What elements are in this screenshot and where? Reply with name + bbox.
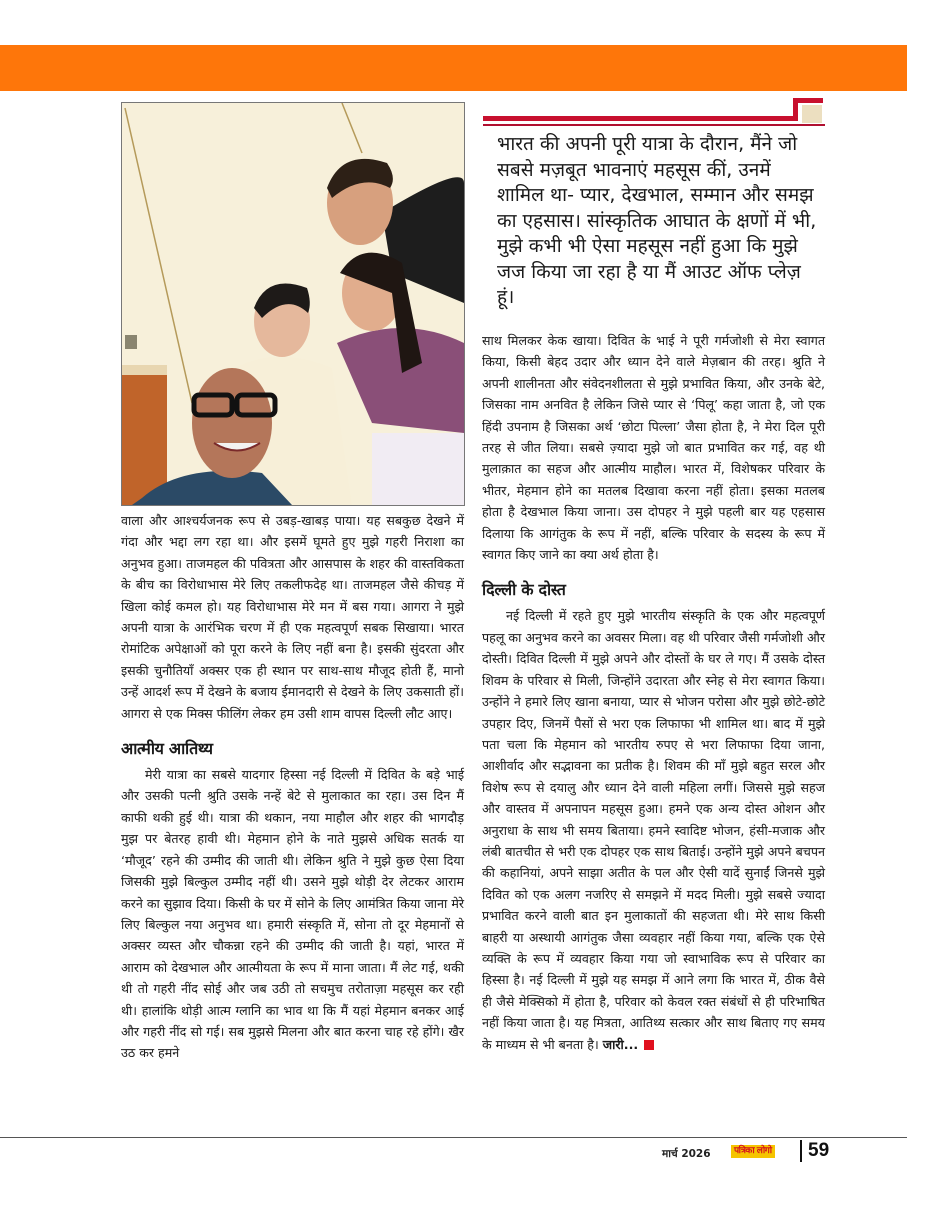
header-color-band — [0, 45, 907, 91]
body-text: नई दिल्ली में रहते हुए मुझे भारतीय संस्कृति के एक और महत्वपूर्ण पहलू का अनुभव करने का अवसर मिला। वह थी परिवार जैसी गर्मजोशी और दोस्ती। दिवित दिल्ली में मुझे अपने और दोस्तों के घर ले गए। मैं उसके दोस्त शिवम के परिवार से मिली, जिन्होंने उदारता और स्नेह से मेरा स्वागत किया। उन्होंने ने हमारे लिए खाना बनाया, प्यार से भोजन परोसा और मुझे छोटे-छोटे उपहार दिए, जिनमें पैसों से भरा एक लिफाफा भी शामिल था। बाद में मुझे पता चला कि मेहमान को भारतीय रुपए से भरा लिफाफा दिया जाना, आशीर्वाद और सद्भावना का प्रतीक है। शिवम की माँ मुझे बहुत सरल और विशेष रूप से दयालु और ध्यान देने वाली महिला लगीं। जिससे मुझे सहज और वास्तव में अपनापन महसूस हुआ। हमने एक अन्य दोस्त ओशन और अनुराधा के साथ भी समय बिताया। हमने स्वादिष्ट भोजन, हंसी-मजाक और लंबी बातचीत से भरी एक दोपहर एक साथ बिताई। उन्होंने मुझे अपने बचपन की कहानियां, अपने साझा अतीत के पल और ऐसी यादें सुनाईं जिनसे मुझे दिवित को एक अलग नजरिए से समझने में मदद मिली। मुझे सबसे ज्यादा प्रभावित करने वाली बात इन मुलाकातों की सहजता थी। मेरे साथ किसी बाहरी या अस्थायी आगंतुक जैसा व्यवहार नहीं किया गया, बल्कि एक ऐसे व्यक्ति के रूप में व्यवहार किया गया जो स्वाभाविक रूप से परिवार का हिस्सा है। नई दिल्ली में मुझे यह समझ में आने लगा कि भारत में, ठीक वैसे ही जैसे मेक्सिको में होता है, परिवार को केवल रक्त संबंधों से ही परिभाषित नहीं किया जाता है। यह मित्रता, आतिथ्य सत्कार और साथ बिताए गए समय के माध्यम से भी बनता है। — [482, 608, 825, 1052]
section-heading: आत्मीय आतिथ्य — [121, 739, 213, 759]
pull-quote: भारत की अपनी पूरी यात्रा के दौरान, मैंने जो सबसे मज़बूत भावनाएं महसूस कीं, उनमें शामिल था- प्यार, देखभाल, सम्मान और समझ का एहसास। सांस्कृतिक आघात के क्षणों में भी, मुझे कभी भी ऐसा महसूस नहीं हुआ कि मुझे जज किया जा रहा है या मैं आउट ऑफ प्लेज़ हूं। — [497, 133, 817, 308]
group-selfie-image — [122, 103, 464, 505]
pull-quote-red-bar — [483, 116, 798, 121]
page-number: 59 — [808, 1140, 830, 1161]
pull-quote-hook-top — [793, 98, 823, 103]
body-paragraph: साथ मिलकर केक खाया। दिवित के भाई ने पूरी गर्मजोशी से मेरा स्वागत किया, किसी बेहद उदार और ध्यान देने वाले मेज़बान की तरह। श्रुति ने अपनी शालीनता और संवेदनशीलता से मुझे प्रभावित किया, और उनके बेटे, जिसका नाम अनवित है लेकिन जिसे प्यार से ‘पिलू’ कहा जाता है, जो एक हिंदी उपनाम है जिसका अर्थ ‘छोटा पिल्ला’ जैसा होता है, ने मेरा दिल पूरी तरह से जीत लिया। सबसे ज़्यादा मुझे जो बात प्रभावित कर गई, वह थी मुलाक़ात का सहज और आत्मीय माहौल। भारत में, विशेषकर परिवार के भीतर, मेहमान होने का मतलब दिखावा करना नहीं होता। इसका मतलब होता है देखभाल किया जाना। उस दोपहर ने मुझे पहली बार यह एहसास दिलाया कि आगंतुक के रूप में नहीं, बल्कि परिवार के सदस्य के रूप में स्वागत किए जाने का क्या अर्थ होता है। — [482, 333, 825, 563]
pull-quote-beige-box — [802, 105, 822, 123]
section-heading: दिल्ली के दोस्त — [482, 580, 566, 600]
issue-date: मार्च 2026 — [662, 1148, 711, 1160]
pull-quote-hook — [793, 100, 798, 121]
body-paragraph: वाला और आश्चर्यजनक रूप से उबड़-खाबड़ पाया। यह सबकुछ देखने में गंदा और भद्दा लग रहा था। और इसमें घूमते हुए मुझे गहरी निराशा का अनुभव हुआ। ताजमहल की पवित्रता और आसपास के शहर की वास्तविकता के बीच का विरोधाभास मेरे लिए तकलीफदेह था। ताजमहल जैसे कीचड़ में खिला कोई कमल हो। यह विरोधाभास मेरे मन में बस गया। आगरा ने मुझे अपनी यात्रा के आरंभिक चरण में ही एक महत्वपूर्ण सबक सिखाया। भारत रोमांटिक अपेक्षाओं को पूरा करने के लिए नहीं बना है। इसकी सुंदरता और इसकी चुनौतियाँ अक्सर एक ही स्थान पर साथ-साथ मौजूद होती हैं, मानो उन्हें आदर्श रूप में देखने के बजाय ईमानदारी से देखने के लिए उकसाती हों। आगरा से एक मिक्स फीलिंग लेकर हम उसी शाम वापस दिल्ली लौट आए। — [121, 513, 464, 721]
right-column — [482, 330, 825, 1055]
magazine-logo: पत्रिका लोगो — [731, 1145, 775, 1158]
end-square-icon — [644, 1040, 654, 1050]
footer-separator — [800, 1140, 802, 1162]
pull-quote-rule — [483, 124, 825, 126]
footer-rule — [0, 1137, 907, 1138]
pull-quote-decoration — [483, 98, 825, 128]
page-footer — [0, 1140, 945, 1168]
left-column — [121, 510, 464, 1064]
body-paragraph: मेरी यात्रा का सबसे यादगार हिस्सा नई दिल्ली में दिवित के बड़े भाई और उसकी पत्नी श्रुति उसके नन्हें बेटे से मुलाकात का रहा। उस दिन मैं काफी थकी हुई थी। यात्रा की थकान, नया माहौल और शहर की भागदौड़ मुझ पर बेतरह हावी थी। मेहमान होने के नाते मुझसे अधिक सतर्क या ‘मौजूद’ रहने की उम्मीद की जाती थी। लेकिन श्रुति ने मुझे कुछ ऐसा दिया जिसकी मुझे बिल्कुल उम्मीद नहीं थी। उसने मुझे थोड़ी देर लेटकर आराम करने का सुझाव दिया। किसी के घर में सोने के लिए आमंत्रित किया जाना मेरे लिए बिल्कुल नया अनुभव था। हमारी संस्कृति में, सोना तो दूर मेहमानों से अक्सर व्यस्त और चौकन्ना रहने की उम्मीद की जाती है। यहां, भारत में आराम को देखभाल और आत्मीयता के रूप में माना जाता। मैं लेट गई, थकी थी तो गहरी नींद सोई और जब उठी तो सचमुच तरोताज़ा महसूस कर रही थी। हालांकि थोड़ी आत्म ग्लानि का भाव था कि मैं यहां मेहमान बनकर आई और गहरी नींद सो गई। सब मुझसे मिलना और बात करना चाह रहे होंगे। खैर उठ कर हमने — [121, 767, 465, 1061]
continued-label: जारी... — [602, 1036, 639, 1052]
article-photo — [121, 102, 465, 506]
body-paragraph — [482, 605, 825, 1055]
